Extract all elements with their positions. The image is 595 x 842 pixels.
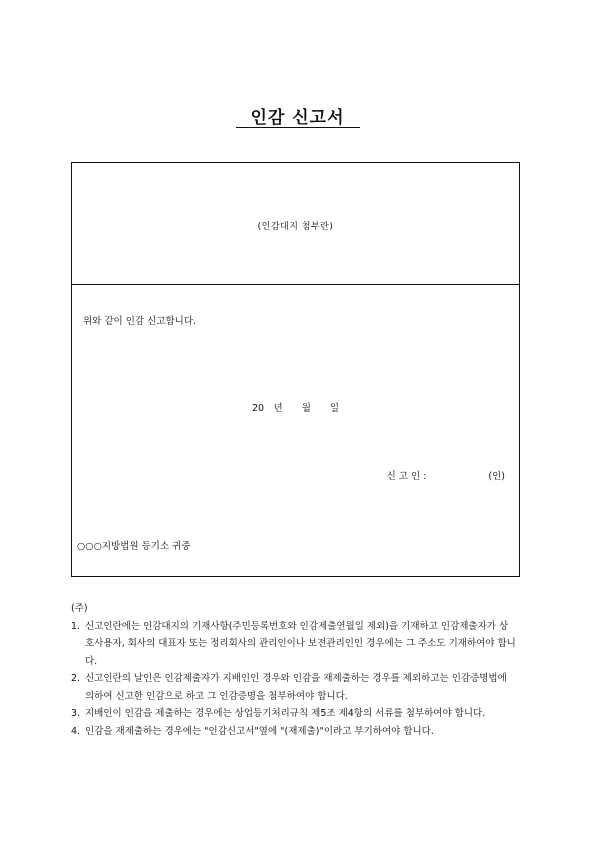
note-number: 2.	[71, 673, 81, 684]
applicant-label: 신 고 인 :	[386, 471, 427, 482]
note-item	[71, 618, 516, 671]
declaration-text: 위와 같이 인감 신고합니다.	[83, 316, 197, 327]
title-underline	[236, 127, 360, 128]
note-item	[71, 670, 516, 705]
note-text: 지배인이 인감을 제출하는 경우에는 상업등기처리규칙 제5조 제4항의 서류를 첨부하여야 합니다.	[85, 708, 486, 719]
note-number: 4.	[71, 725, 81, 737]
note-text: 인감을 재제출하는 경우에는 "인감신고서"옆에 "(재제출)"이라고 부기하여야 합니다.	[85, 725, 434, 737]
note-number: 1.	[71, 620, 81, 632]
seal-attachment-area	[72, 163, 519, 285]
note-number: 3.	[71, 708, 81, 719]
seal-mark: (인)	[488, 471, 505, 482]
seal-attachment-label: (인감대지 첨부란)	[257, 222, 334, 232]
date-line: 20 년 월 일	[251, 403, 340, 414]
notes-section	[71, 600, 516, 740]
note-item	[71, 723, 516, 741]
note-text: 신고인란의 날인은 인감제출자가 지배인인 경우와 인감을 재제출하는 경우를 제외하고는 인감증명법에 의하여 신고한 인감으로 하고 그 인감증명을 첨부하여야 합니다.	[85, 673, 507, 702]
applicant-line	[387, 468, 505, 482]
form-box	[71, 162, 520, 577]
notes-list	[71, 618, 516, 741]
notes-heading: (주)	[71, 603, 88, 614]
note-item	[71, 705, 516, 723]
note-text: 신고인란에는 인감대지의 기재사항(주민등록번호와 인감제출연월일 제외)을 기재하고 인감제출자가 상호사용자, 회사의 대표자 또는 정리회사의 관리인이나 보전관리인인 경우에는 그 주소도 기재하여야 합니다.	[85, 620, 516, 667]
document-title: 인감 신고서	[250, 108, 345, 128]
recipient-court: ○○○지방법원 등기소 귀중	[77, 541, 191, 552]
